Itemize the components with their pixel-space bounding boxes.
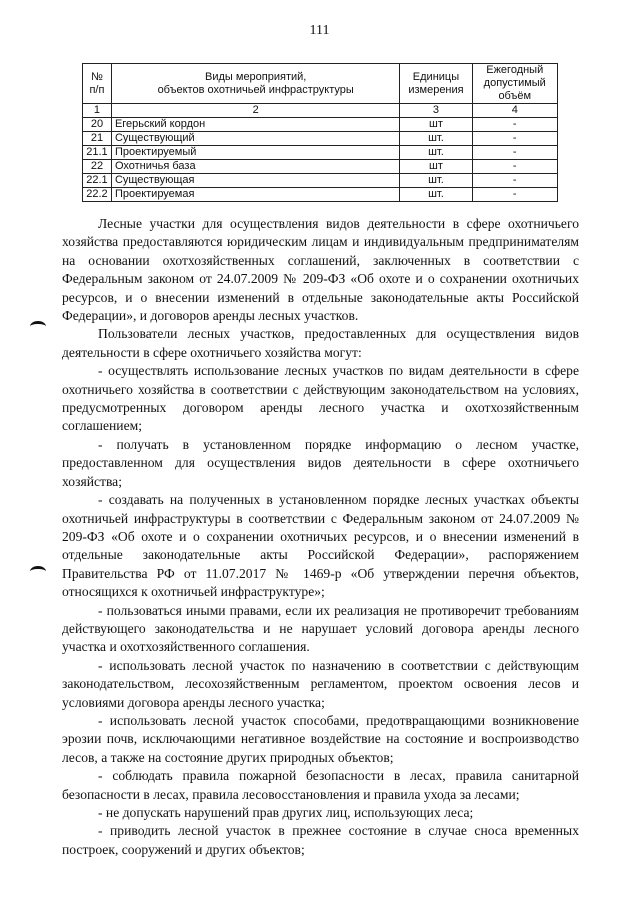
activities-table (82, 63, 558, 202)
row-unit: шт (400, 160, 472, 174)
row-name: Проектируемый (111, 146, 400, 160)
row-unit: шт. (400, 146, 472, 160)
table-header-row (83, 64, 558, 104)
paragraph: - соблюдать правила пожарной безопасности в лесах, правила санитарной безопасности в лесах, правила лесовосстановления и правила ухода за лесами; (62, 768, 579, 802)
row-number: 20 (83, 118, 112, 132)
row-number: 22 (83, 160, 112, 174)
table-column-numbers (83, 104, 558, 118)
row-value: - (472, 132, 558, 146)
paragraph: - использовать лесной участок по назначению в соответствии с действующим законодательством, лесохозяйственным регламентом, проектом освоения лесов и условиями договора аренды лесного участка; (62, 657, 579, 710)
row-unit: шт. (400, 174, 472, 188)
row-value: - (472, 160, 558, 174)
header-annual-volume: Ежегодный допустимый объём (472, 64, 558, 104)
paragraph: - создавать на полученных в установленном порядке лесных участках объекты охотничьей инфраструктуры в соответствии с Федеральным законом от 24.07.2009 № 209-ФЗ «Об охоте и о сохранении охотничьих ресурсов, и о внесении изменений в отдельные законодательные акты Российской Федерации», распоряжением Правительства РФ от 11.07.2017 № 1469-р «Об утверждении перечня объектов, относящихся к охотничьей инфраструктуре»; (62, 492, 579, 600)
row-name: Проектируемая (111, 188, 400, 202)
row-number: 21.1 (83, 146, 112, 160)
page-number: 111 (309, 23, 330, 38)
body-text (62, 215, 579, 859)
paragraph: - использовать лесной участок способами, предотвращающими возникновение эрозии почв, исключающими негативное воздействие на состояние и воспроизводство лесов, а также на состояние других природных объектов; (62, 712, 579, 765)
row-unit: шт. (400, 188, 472, 202)
row-value: - (472, 188, 558, 202)
row-value: - (472, 146, 558, 160)
paragraph: - не допускать нарушений прав других лиц, использующих леса; (98, 805, 474, 820)
paragraph: - пользоваться иными правами, если их реализация не противоречит требованиям действующего законодательства и не нарушает условий договора аренды лесного участка и охотхозяйственного соглашения. (62, 602, 579, 655)
header-number: № п/п (83, 64, 112, 104)
binding-hole-mark (30, 566, 46, 577)
row-name: Егерьский кордон (111, 118, 400, 132)
header-activity: Виды мероприятий, объектов охотничьей инфраструктуры (111, 64, 400, 104)
table-row (83, 160, 558, 174)
table-row (83, 188, 558, 202)
paragraph: - осуществлять использование лесных участков по видам деятельности в сфере охотничьего хозяйства в соответствии с действующим законодательством на условиях, предусмотренных договором аренды лесного участка и охотхозяйственным соглашением; (62, 363, 579, 434)
row-number: 22.1 (83, 174, 112, 188)
header-unit: Единицы измерения (400, 64, 472, 104)
row-value: - (472, 118, 558, 132)
row-unit: шт (400, 118, 472, 132)
paragraph: Пользователи лесных участков, предоставленных для осуществления видов деятельности в сфере охотничьего хозяйства могут: (62, 326, 579, 360)
row-value: - (472, 174, 558, 188)
column-number: 4 (472, 104, 558, 118)
paragraph: Лесные участки для осуществления видов деятельности в сфере охотничьего хозяйства предоставляются юридическим лицам и индивидуальным предпринимателям на основании охотхозяйственных соглашений, заключенных в соответствии с Федеральным законом от 24.07.2009 № 209-ФЗ «Об охоте и о сохранении охотничьих ресурсов, и о внесении изменений в отдельные законодательные акты Российской Федерации», и договоров аренды лесных участков. (62, 216, 579, 324)
row-number: 22.2 (83, 188, 112, 202)
table-row (83, 174, 558, 188)
column-number: 2 (111, 104, 400, 118)
table-row (83, 132, 558, 146)
row-name: Охотничья база (111, 160, 400, 174)
table-row (83, 118, 558, 132)
row-number: 21 (83, 132, 112, 146)
column-number: 3 (400, 104, 472, 118)
binding-hole-mark (30, 321, 46, 332)
row-name: Существующий (111, 132, 400, 146)
column-number: 1 (83, 104, 112, 118)
row-unit: шт. (400, 132, 472, 146)
table-row (83, 146, 558, 160)
row-name: Существующая (111, 174, 400, 188)
paragraph: - получать в установленном порядке информацию о лесном участке, предоставленном для осуществления видов деятельности в сфере охотничьего хозяйства; (62, 436, 579, 489)
paragraph: - приводить лесной участок в прежнее состояние в случае сноса временных построек, сооружений и других объектов; (62, 823, 579, 857)
